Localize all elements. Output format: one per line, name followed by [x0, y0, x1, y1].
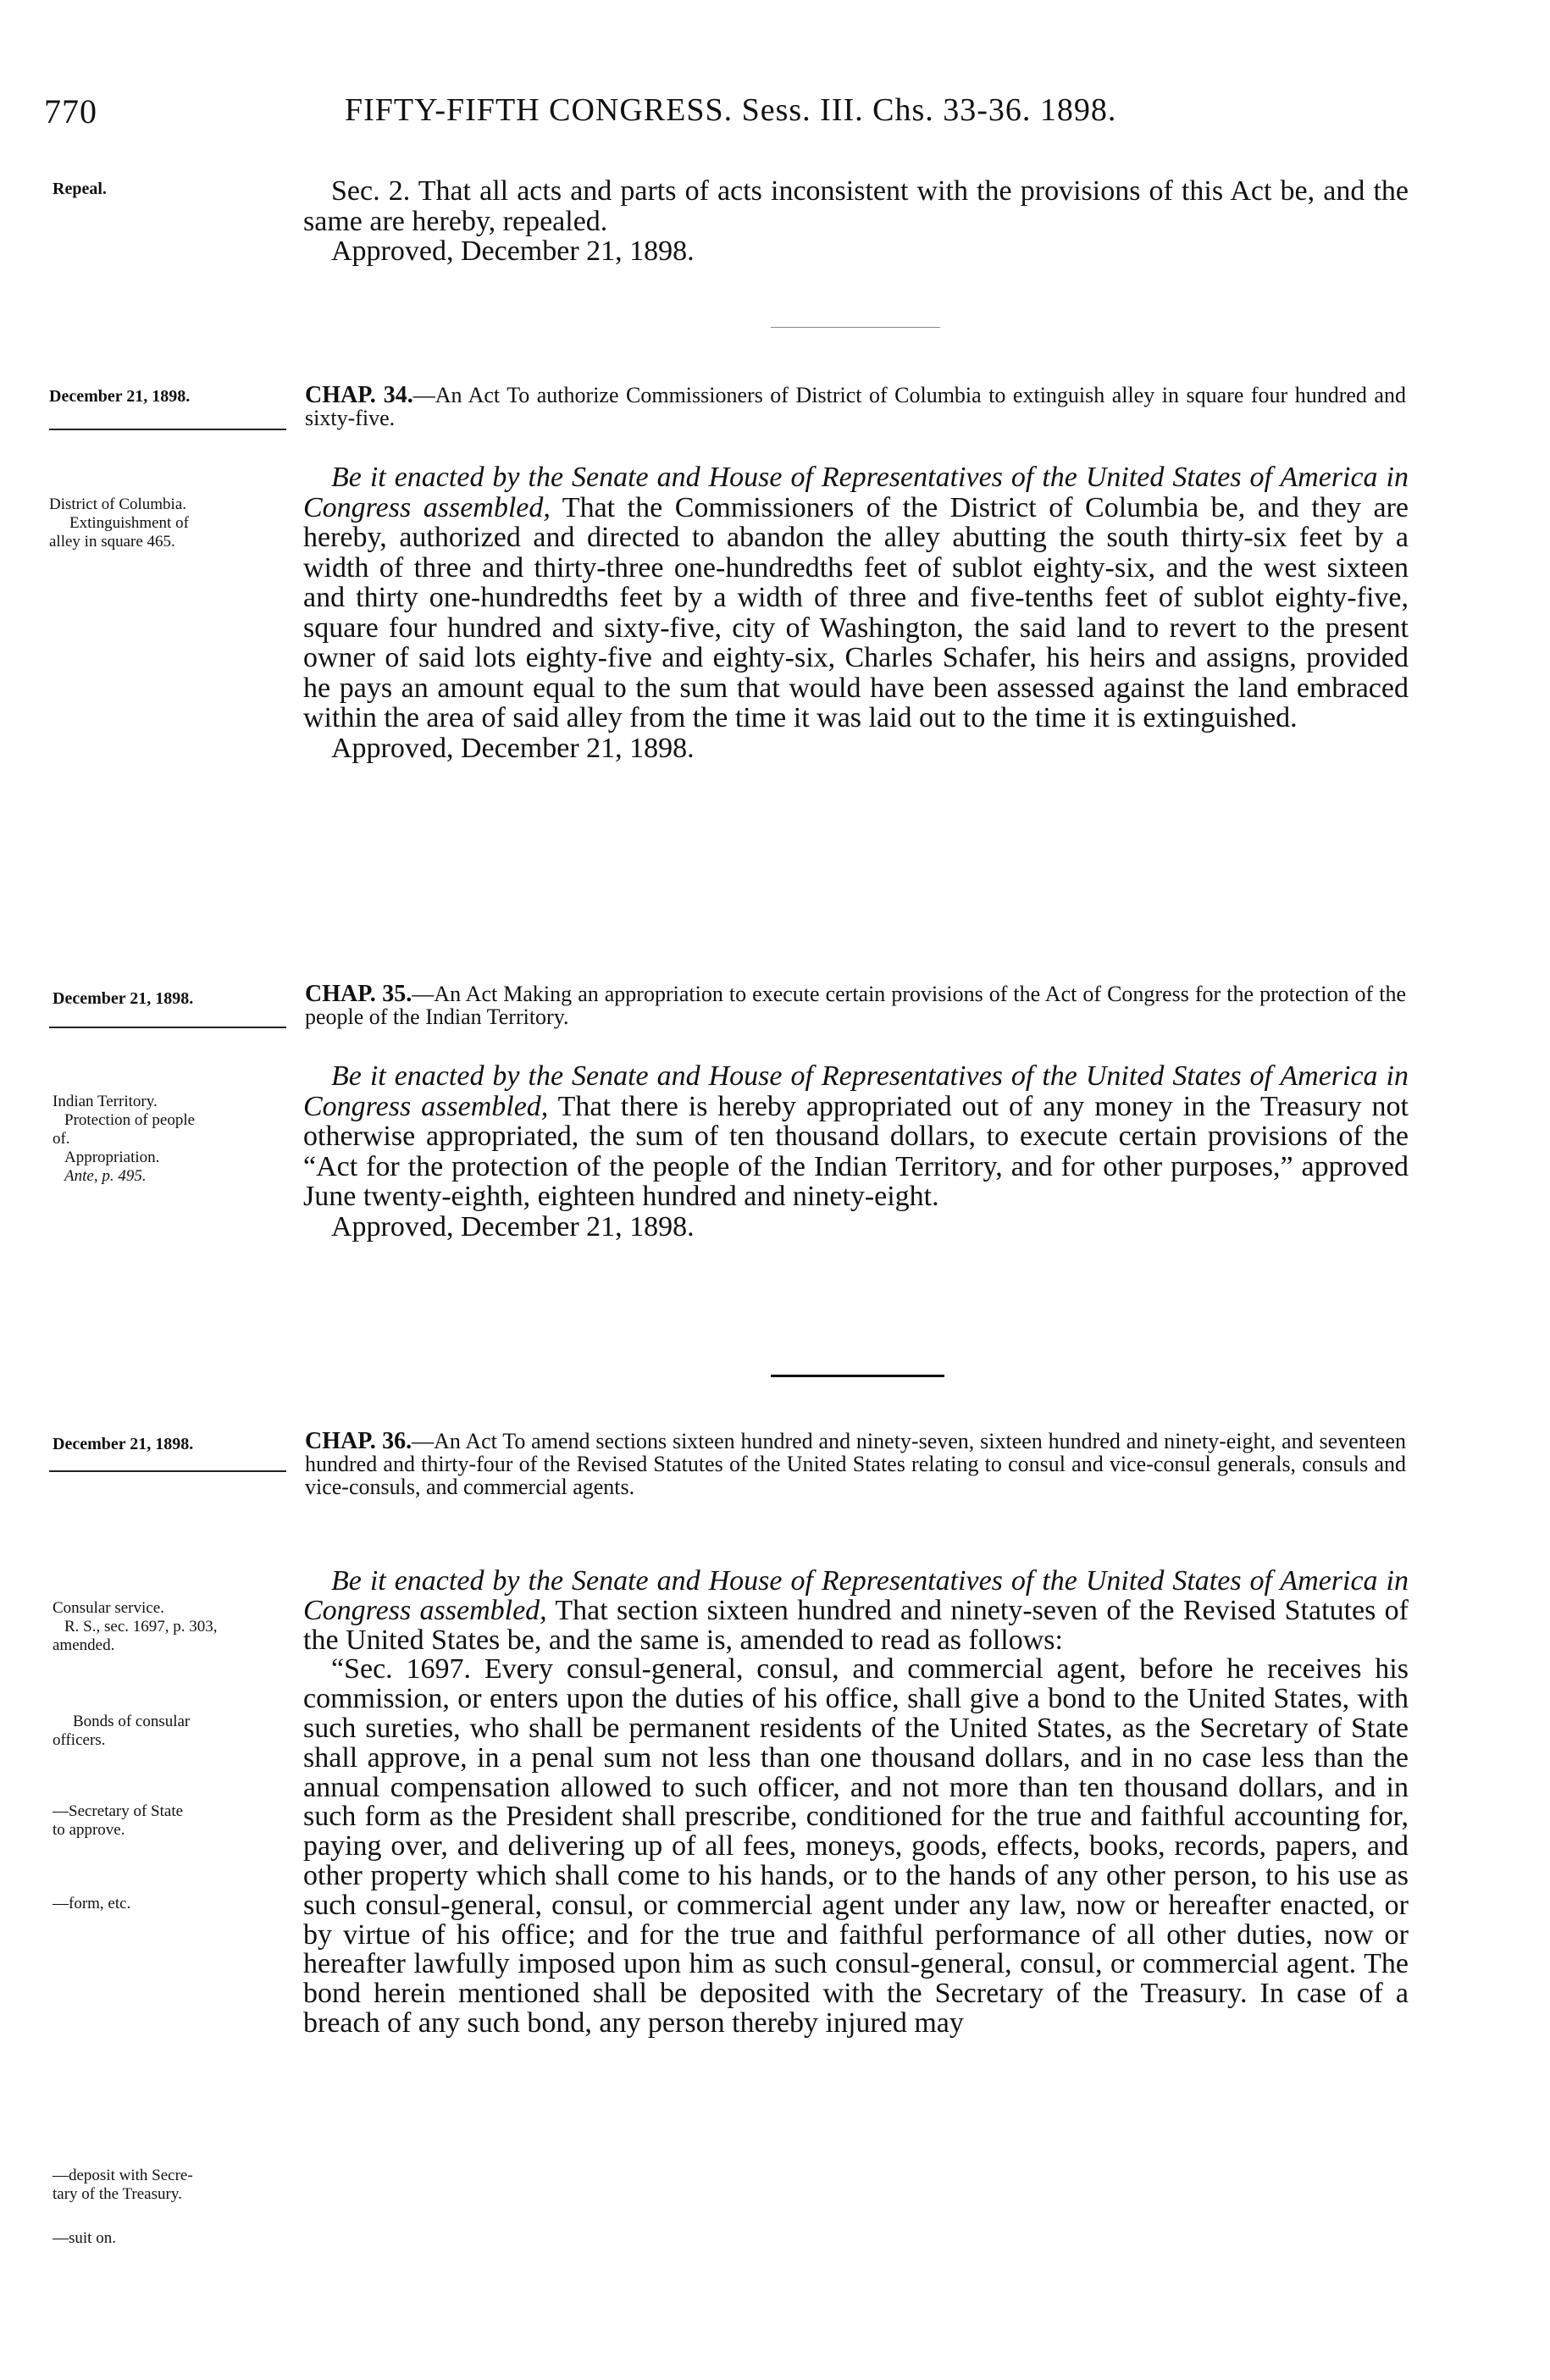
chap35-body-text: That there is hereby appropriated out of any money in the Treasury not otherwise appropriated, the sum of ten thousand dollars, to execute certain provisions of the “Act for the protection of the people of the Indian Territory, and for other purposes,” approved June twenty-eighth, eighteen hundred and ninety-eight.: [303, 1090, 1409, 1212]
margin-note-line: alley in square 465.: [49, 533, 175, 551]
chap36-note-deposit: [53, 2167, 193, 2204]
chap35-date: December 21, 1898.: [53, 989, 194, 1008]
chap34-date-rule: [49, 429, 286, 430]
chap36-note-consular: [53, 1599, 218, 1655]
chap34-body-text: That the Commissioners of the District of Columbia be, and they are hereby, authorized and directed to abandon the alley abutting the south thirty-six feet by a width of three and thirty-three one-hundredths feet of sublot eighty-six, and the west sixteen and thirty one-hundredths feet by a width of three and five-tenths feet of sublot eighty-five, square four hundred and sixty-five, city of Washington, the said land to revert to the present owner of said lots eighty-five and eighty-six, Charles Schafer, his heirs and assigns, provided he pays an amount equal to the sum that would have been assessed against the land embraced within the area of said alley from the time it was laid out to the time it is extinguished.: [303, 491, 1409, 733]
chap35-title: —An Act Making an appropriation to execute certain provisions of the Act of Congress for the protection of the people of the Indian Territory.: [305, 982, 1406, 1029]
section-2: [303, 176, 1409, 267]
chap34-enacting-clause: Be it enacted by the Senate and House of Representatives of the United States of America in Congress assembled,: [303, 462, 1409, 523]
separator-rule: [771, 1375, 944, 1377]
margin-note-line: Appropriation.: [64, 1148, 160, 1166]
margin-note-line: Bonds of consular: [73, 1713, 191, 1730]
chap34-label: CHAP. 34.: [305, 382, 413, 408]
chap34-approved: Approved, December 21, 1898.: [331, 732, 695, 764]
chap36-body: [303, 1567, 1409, 2039]
separator-rule: [771, 327, 940, 328]
chap34-heading: [305, 384, 1406, 429]
margin-note-line: to approve.: [53, 1821, 125, 1839]
chap36-body-text-2: “Sec. 1697. Every consul-general, consul, and commercial agent, before he receives his commission, or enters upon the duties of his office, shall give a bond to the United States, with such sureties, who shall be permanent residents of the United States, as the Secretary of State shall approve, in a penal sum not less than one thousand dollars, and in no case less than the annual compensation allowed to such officer, and not more than ten thousand dollars, and in such form as the President shall prescribe, conditioned for the true and faithful accounting for, paying over, and delivering up of all fees, moneys, goods, effects, books, records, papers, and other property which shall come to his hands, or to the hands of any other person, to his use as such consul-general, consul, or commercial agent under any law, now or hereafter enacted, or by virtue of his office; and for the true and faithful performance of all other duties, now or hereafter lawfully imposed upon him as such consul-general, consul, or commercial agent. The bond herein mentioned shall be deposited with the Secretary of the Treasury. In case of a breach of any such bond, any person thereby injured may: [303, 1653, 1409, 2039]
chap36-note-bonds: [53, 1713, 191, 1750]
margin-note-line: R. S., sec. 1697, p. 303,: [64, 1618, 218, 1636]
chap35-label: CHAP. 35.: [305, 981, 412, 1007]
chap34-margin-notes: [49, 495, 189, 551]
chap35-margin-notes: [53, 1093, 195, 1186]
chap36-date: December 21, 1898.: [53, 1435, 194, 1453]
chap36-heading: [305, 1430, 1406, 1498]
chap35-approved: Approved, December 21, 1898.: [331, 1210, 695, 1243]
margin-note-line: Protection of people: [64, 1111, 196, 1129]
chap36-date-rule: [49, 1470, 286, 1472]
chap36-title: —An Act To amend sections sixteen hundred and ninety-seven, sixteen hundred and ninety-eight, and seventeen hundred and thirty-four of the Revised Statutes of the United States relating to consul and vice-consul generals, consuls and vice-consuls, and commercial agents.: [305, 1429, 1406, 1499]
margin-note-line: officers.: [53, 1731, 106, 1749]
chap35-heading: [305, 982, 1406, 1028]
chap35-body: [303, 1061, 1409, 1242]
chap35-enacting-clause: Be it enacted by the Senate and House of Representatives of the United States of America in Congress assembled,: [303, 1060, 1409, 1122]
margin-note-line: District of Columbia.: [49, 495, 187, 513]
margin-note-line: Extinguishment of: [69, 514, 189, 532]
page-header: [44, 91, 1408, 134]
page-number: 770: [44, 92, 97, 130]
margin-note-line: Ante, p. 495.: [64, 1167, 147, 1185]
running-title: FIFTY-FIFTH CONGRESS. Sess. III. Chs. 33-36. 1898.: [345, 92, 1117, 128]
margin-note-line: of.: [53, 1130, 70, 1148]
chap34-body: [303, 462, 1409, 763]
chap36-note-form: —form, etc.: [53, 1895, 131, 1912]
chap36-enacting-clause: Be it enacted by the Senate and House of Representatives of the United States of America in Congress assembled,: [303, 1565, 1409, 1626]
margin-note-line: Consular service.: [53, 1599, 164, 1617]
chap35-date-rule: [49, 1027, 286, 1028]
chap34-date: December 21, 1898.: [49, 387, 191, 406]
margin-note-line: Indian Territory.: [53, 1093, 158, 1110]
chap34-title: —An Act To authorize Commissioners of District of Columbia to extinguish alley in square four hundred and sixty-five.: [305, 383, 1406, 430]
section-2-approved: Approved, December 21, 1898.: [331, 235, 695, 267]
margin-note-repeal: Repeal.: [53, 180, 107, 198]
margin-note-line: tary of the Treasury.: [53, 2185, 182, 2203]
margin-note-line: amended.: [53, 1636, 115, 1654]
chap36-note-suit: —suit on.: [53, 2229, 116, 2247]
section-2-text: Sec. 2. That all acts and parts of acts inconsistent with the provisions of this Act be, and the same are hereby, repealed.: [303, 175, 1409, 237]
chap36-label: CHAP. 36.: [305, 1428, 412, 1454]
chap36-note-secretary: [53, 1802, 183, 1840]
margin-note-line: —deposit with Secre-: [53, 2167, 193, 2184]
margin-note-line: —Secretary of State: [53, 1802, 184, 1820]
chap36-body-text-1: That section sixteen hundred and ninety-seven of the Revised Statutes of the United States be, and the same is, amended to read as follows:: [303, 1594, 1409, 1656]
